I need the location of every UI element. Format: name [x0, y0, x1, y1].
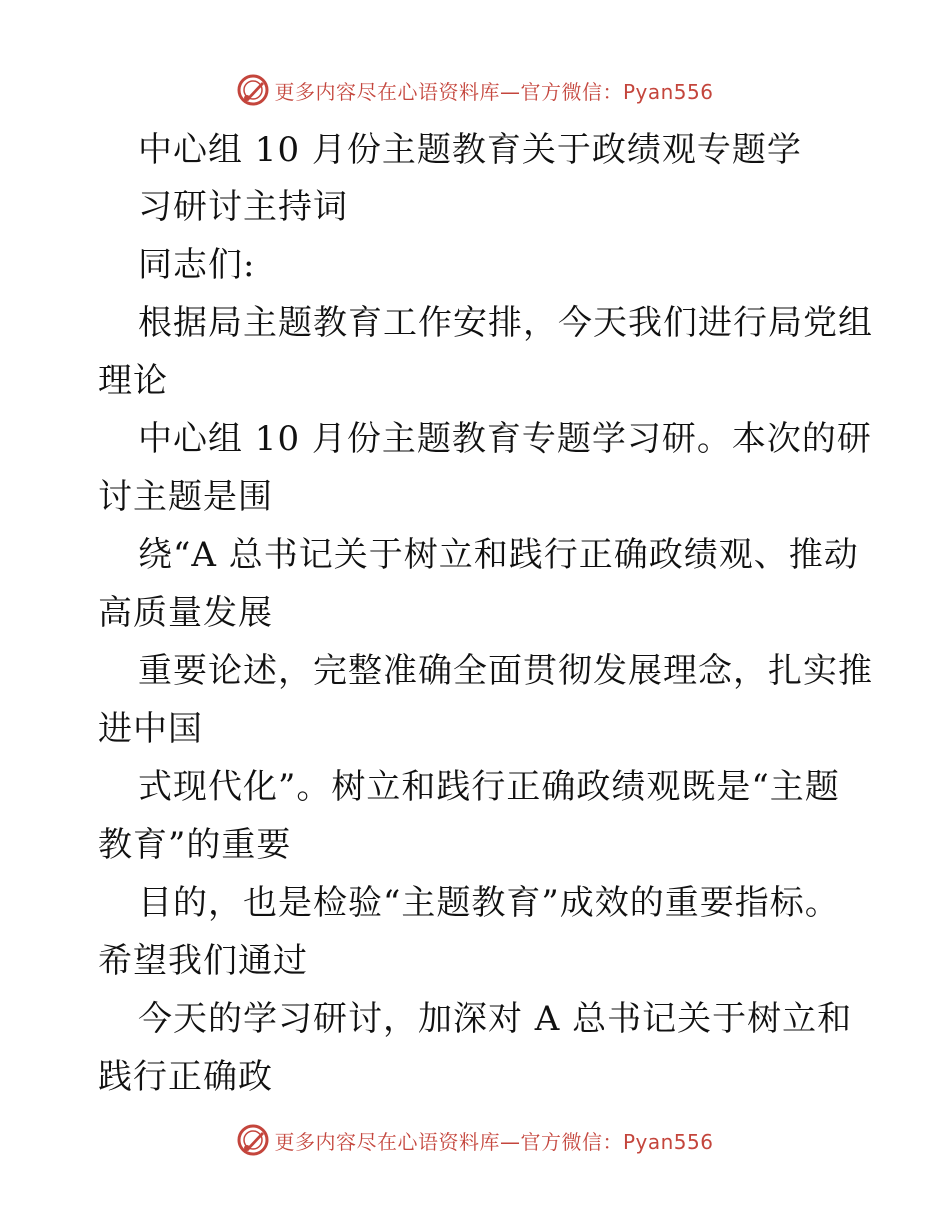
paragraph-line: 绕“A 总书记关于树立和践行正确政绩观、推动 [138, 535, 859, 575]
paragraph-line: 理论 [98, 361, 168, 401]
paragraph-line: 践行正确政 [98, 1057, 273, 1097]
paragraph-line: 进中国 [98, 709, 203, 749]
paragraph-line: 教育”的重要 [98, 825, 292, 865]
watermark-text: 更多内容尽在心语资料库—官方微信：Pyan556 [274, 79, 714, 104]
brush-circle-logo-icon [236, 73, 270, 107]
paragraph-line: 今天的学习研讨，加深对 A 总书记关于树立和 [138, 999, 853, 1039]
paragraph-line: 希望我们通过 [98, 941, 308, 981]
paragraph-line: 讨主题是围 [98, 477, 273, 517]
paragraph-line: 式现代化”。树立和践行正确政绩观既是“主题 [138, 767, 840, 807]
paragraph-line: 目的，也是检验“主题教育”成效的重要指标。 [138, 883, 840, 923]
header-watermark [0, 68, 950, 112]
document-title-line-1: 中心组 10 月份主题教育关于政绩观专题学 [138, 130, 802, 170]
footer-watermark [0, 1118, 950, 1162]
paragraph-line: 中心组 10 月份主题教育专题学习研。本次的研 [138, 419, 872, 459]
document-title-line-2: 习研讨主持词 [138, 187, 348, 227]
paragraph-line: 根据局主题教育工作安排，今天我们进行局党组 [138, 303, 873, 343]
paragraph-line: 高质量发展 [98, 593, 273, 633]
greeting: 同志们: [138, 245, 256, 285]
paragraph-line: 重要论述，完整准确全面贯彻发展理念，扎实推 [138, 651, 873, 691]
watermark-text: 更多内容尽在心语资料库—官方微信：Pyan556 [274, 1129, 714, 1154]
brush-circle-logo-icon [236, 1123, 270, 1157]
